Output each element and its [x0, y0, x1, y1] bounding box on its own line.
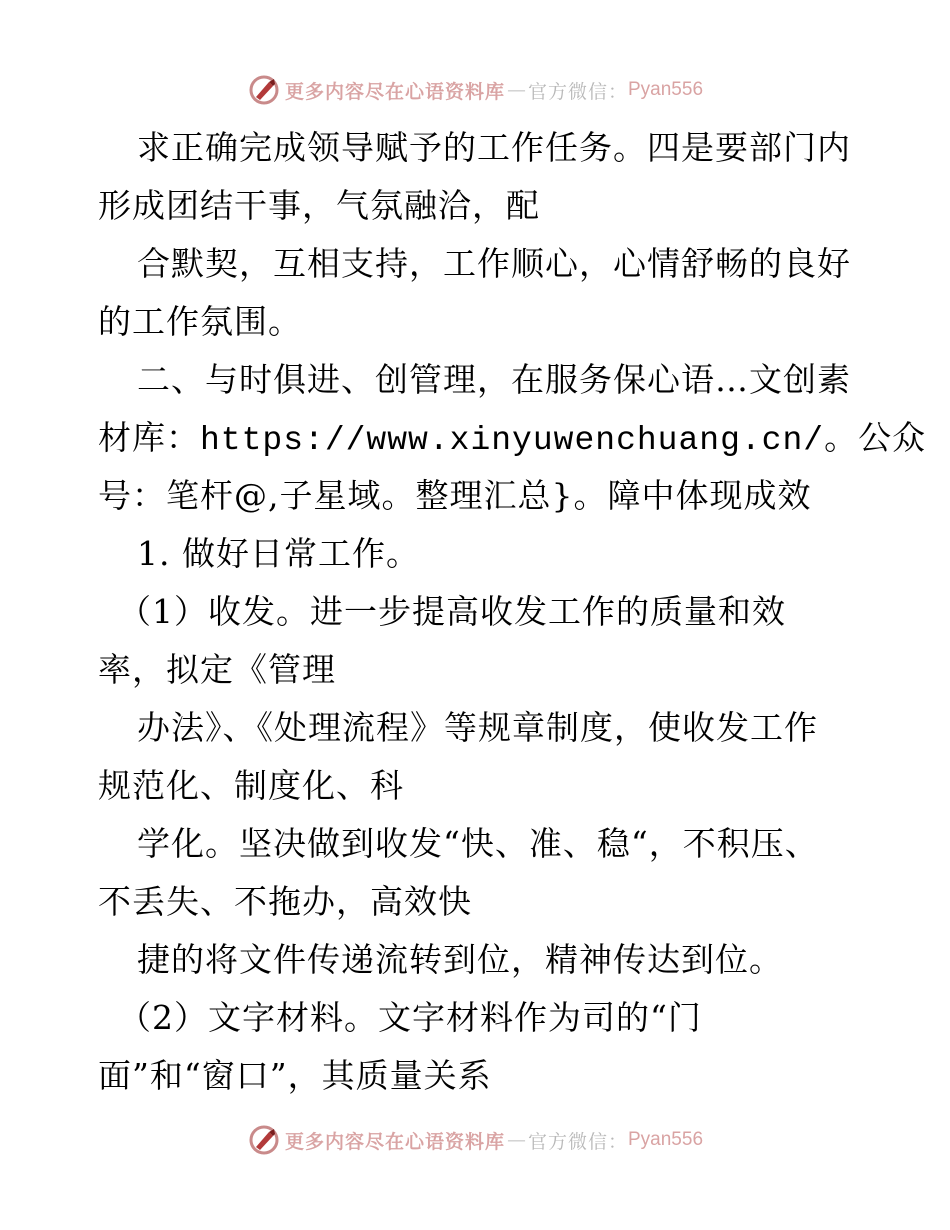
text-line: 规范化、制度化、科 — [98, 766, 404, 805]
text-line: 办法》、《处理流程》等规章制度，使收发工作 — [137, 708, 818, 747]
text-line: 求正确完成领导赋予的工作任务。四是要部门内 — [137, 128, 851, 167]
text-line: 的工作氛围。 — [98, 302, 302, 341]
text-line: 合默契，互相支持，工作顺心，心情舒畅的良好 — [137, 244, 851, 283]
text-line: 率，拟定《管理 — [98, 650, 336, 689]
text-line: 捷的将文件传递流转到位，精神传达到位。 — [137, 940, 783, 979]
banner-separator: — — [506, 79, 526, 101]
site-url: https://www.xinyuwenchuang.cn/ — [200, 422, 825, 459]
text-fragment: 材库： — [98, 418, 200, 457]
text-line: 学化。坚决做到收发“快、准、稳“，不积压、 — [137, 824, 819, 863]
banner-brand-text: 更多内容尽在心语资料库 — [284, 1130, 505, 1153]
text-line-with-url — [98, 418, 926, 461]
text-line: 号：笔杆@,子星域。整理汇总}。障中体现成效 — [98, 476, 812, 515]
text-line: 1. 做好日常工作。 — [137, 534, 420, 573]
banner-wechat-label: 官方微信： — [527, 80, 628, 103]
text-line: 形成团结干事，气氛融洽，配 — [98, 186, 540, 225]
banner-brand-text: 更多内容尽在心语资料库 — [284, 80, 505, 103]
text-line: （1）收发。进一步提高收发工作的质量和效 — [118, 592, 786, 631]
text-line: 不丢失、不拖办，高效快 — [98, 882, 472, 921]
banner-wechat-id: Pyan556 — [628, 79, 704, 100]
banner-separator: — — [506, 1129, 526, 1151]
text-fragment: 。公众 — [824, 418, 927, 457]
text-line: 面”和“窗口”，其质量关系 — [98, 1056, 492, 1095]
footer-banner — [0, 1120, 950, 1160]
text-line: （2）文字材料。文字材料作为司的“门 — [118, 998, 702, 1037]
banner-wechat-label: 官方微信： — [527, 1130, 628, 1153]
pen-nib-logo-icon — [247, 1123, 281, 1157]
banner-wechat-id: Pyan556 — [628, 1129, 704, 1150]
text-line: 二、与时俱进、创管理，在服务保心语…文创素 — [137, 360, 851, 399]
